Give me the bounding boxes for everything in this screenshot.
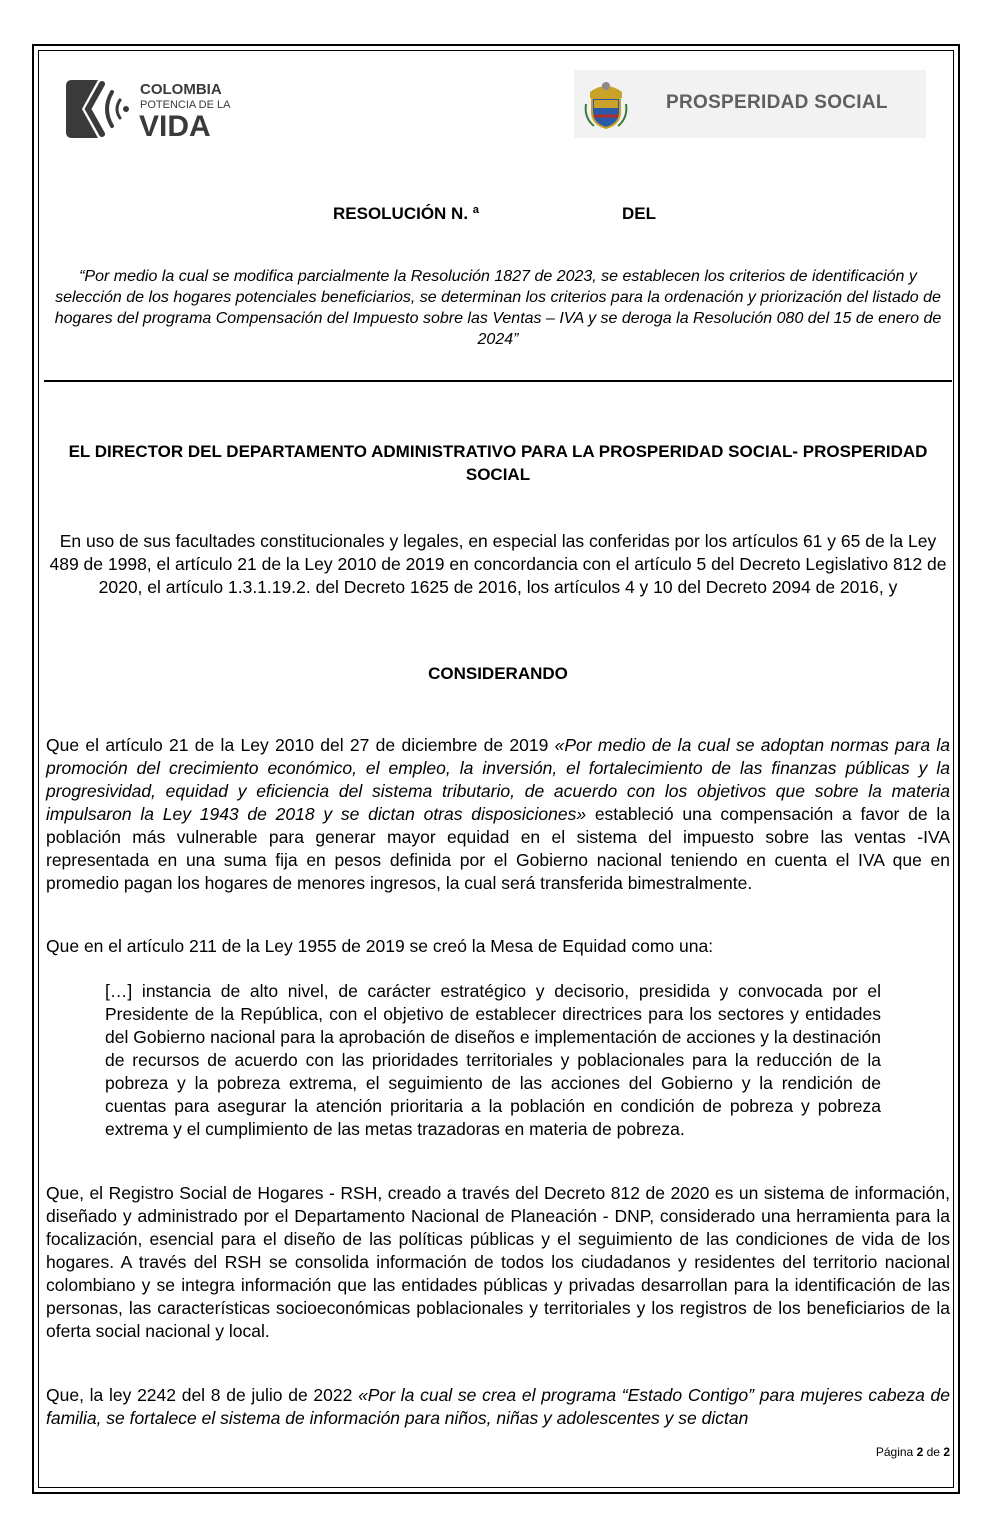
logo-line-2: POTENCIA DE LA <box>140 99 231 111</box>
paragraph-ley-2242 <box>46 1384 950 1430</box>
page-number <box>600 1445 950 1459</box>
block-quote-mesa-equidad: […] instancia de alto nivel, de carácter estratégico y decisorio, presidida y convocada por el Presidente de la República, con el objetivo de establecer directrices para los sectores y entidades del Gobierno nacional para la aprobación de diseños e implementación de acciones y la destinación de recursos de acuerdo con las prioridades territoriales y poblacionales para la reducción de la pobreza y la pobreza extrema, el seguimiento de las acciones del Gobierno y la rendición de cuentas para asegurar la atención prioritaria a la población en condición de pobreza y pobreza extrema y el cumplimiento de las metas trazadoras en materia de pobreza. <box>105 981 881 1139</box>
considerando-heading: CONSIDERANDO <box>428 664 568 683</box>
paragraph-ley-2242-title: «Por la cual se crea el programa “Estado Contigo” para mujeres cabeza de familia, se fortalece el sistema de información para niños, niñas y adolescentes y se dictan <box>46 1385 950 1428</box>
prosperidad-social-text: PROSPERIDAD SOCIAL <box>666 92 888 113</box>
resolution-date-label: DEL <box>622 204 656 223</box>
resolution-number-label: RESOLUCIÓN N. ª <box>333 204 480 223</box>
of-word: de <box>926 1445 940 1459</box>
coat-of-arms-icon <box>584 78 628 130</box>
paragraph-ley-2010-title: «Por medio de la cual se adoptan normas para la promoción del crecimiento económico, el empleo, la inversión, el fortalecimiento de las finanzas públicas y la progresividad, equidad y eficiencia del sistema tributario, de acuerdo con los objetivos que sobre la materia impulsaron la Ley 1943 de 2018 y se dictan otras disposiciones» <box>46 735 950 824</box>
paragraph-ley-2010-rest: estableció una compensación a favor de la población más vulnerable para generar mayor equidad en el sistema del impuesto sobre las ventas -IVA representada en una suma fija en pesos definida por el Gobierno nacional teniendo en cuenta el IVA que en promedio pagan los hogares de menores ingresos, la cual será transferida bimestralmente. <box>46 804 950 893</box>
page-total: 2 <box>943 1445 950 1459</box>
page-word: Página <box>875 1445 914 1459</box>
header-divider <box>44 380 952 382</box>
paragraph-mesa-equidad: Que en el artículo 211 de la Ley 1955 de 2019 se creó la Mesa de Equidad como una: <box>46 936 714 956</box>
paragraph-ley-2242-intro: Que, la ley 2242 del 8 de julio de 2022 <box>46 1385 359 1405</box>
logo-line-1: COLOMBIA <box>140 81 222 98</box>
colombia-potencia-logo <box>64 76 244 142</box>
prosperidad-social-logo <box>574 70 926 138</box>
paragraph-ley-2010-intro: Que el artículo 21 de la Ley 2010 del 27 de diciembre de 2019 <box>46 735 555 755</box>
paragraph-rsh: Que, el Registro Social de Hogares - RSH, creado a través del Decreto 812 de 2020 es un sistema de información, diseñado y administrado por el Departamento Nacional de Planeación - DNP, considerado una herramienta para la focalización, esencial para el diseño de las políticas públicas y el seguimiento de las condiciones de vida de los hogares. A través del RSH se consolida información de todos los ciudadanos y residentes del territorio nacional colombiano y se integra información que las entidades públicas y privadas desarrollan para la identificación de las personas, las características socioeconómicas poblacionales y territoriales y los registros de los beneficiarios de la oferta social nacional y local. <box>46 1183 950 1341</box>
director-heading: EL DIRECTOR DEL DEPARTAMENTO ADMINISTRATIVO PARA LA PROSPERIDAD SOCIAL- PROSPERIDAD SOCIAL <box>68 442 928 484</box>
colombia-potencia-logo-icon <box>64 76 244 142</box>
page-current: 2 <box>916 1445 924 1459</box>
resolution-title <box>40 204 952 228</box>
resolution-epigraph: “Por medio la cual se modifica parcialmente la Resolución 1827 de 2023, se establecen los criterios de identificación y selección de los hogares potenciales beneficiarios, se determinan los criterios para la ordenación y priorización del listado de hogares del programa Compensación del Impuesto sobre las Ventas – IVA y se deroga la Resolución 080 del 15 de enero de 2024” <box>54 268 942 348</box>
paragraph-ley-2010 <box>46 734 950 895</box>
faculties-paragraph: En uso de sus facultades constitucionales y legales, en especial las conferidas por los artículos 61 y 65 de la Ley 489 de 1998, el artículo 21 de la Ley 2010 de 2019 en concordancia con el artículo 5 del Decreto Legislativo 812 de 2020, el artículo 1.3.1.19.2. del Decreto 1625 de 2016, los artículos 4 y 10 del Decreto 2094 de 2016, y <box>49 531 947 597</box>
logo-line-3: VIDA <box>139 110 211 142</box>
